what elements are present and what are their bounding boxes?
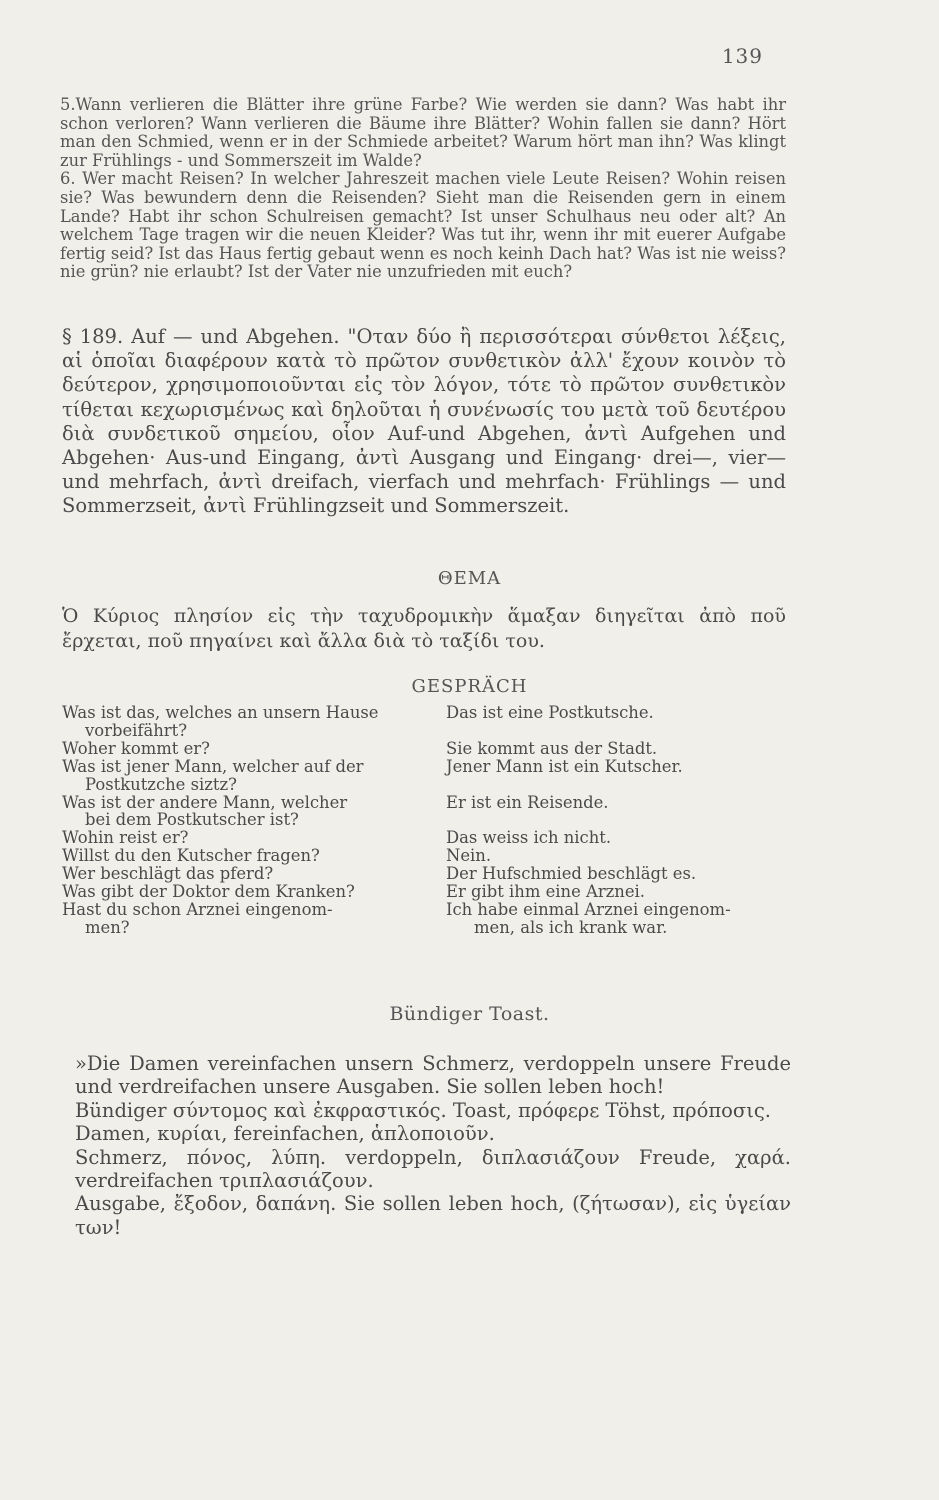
answer-line: Nein.	[446, 846, 492, 866]
answer-line: men, als ich krank war.	[474, 917, 668, 937]
question-line: Hast du schon Arznei eingenom-	[62, 899, 333, 919]
question-line: Willst du den Kutscher fragen?	[62, 846, 320, 866]
answer-line: Der Hufschmied beschlägt es.	[446, 864, 697, 884]
toast-vocab-line: Schmerz, πόνος, λύπη. verdoppeln, διπλασιάζουν Freude, χαρά. verdreifachen τριπλασιάζουν.	[75, 1145, 791, 1193]
toast-vocab-line: Damen, κυρίαι, fereinfachen, ἁπλοποιοῦν.	[75, 1122, 495, 1146]
exercise-5: 5.Wann verlieren die Blätter ihre grüne Farbe? Wie werden sie dann? Was habt ihr schon verloren? Wann verlieren die Bäume ihre Blätter? Wohin fallen sie dann? Hört man den Schmied, wenn er in der Schmiede arbeitet? Warum hört man ihn? Was klingt zur Frühlings - und Sommerszeit im Walde?	[60, 95, 786, 170]
dialog-questions	[62, 704, 392, 937]
toast-body	[75, 1052, 791, 1239]
answer-line: Ich habe einmal Arznei eingenom-	[446, 899, 731, 919]
answer-line	[446, 722, 791, 740]
theme-heading: ΘΕΜΑ	[437, 568, 502, 589]
question-line: Woher kommt er?	[62, 738, 210, 758]
question-line: Was ist jener Mann, welcher auf der	[62, 756, 364, 776]
question-line: men?	[85, 917, 130, 937]
answer-line: Sie kommt aus der Stadt.	[446, 738, 658, 758]
question-line: Wohin reist er?	[62, 828, 189, 848]
question-line: Was gibt der Doktor dem Kranken?	[62, 882, 355, 902]
toast-quote: »Die Damen vereinfachen unsern Schmerz, verdoppeln unsere Freude und verdreifachen unsere Ausgaben. Sie sollen leben hoch!	[75, 1052, 791, 1099]
exercise-questions	[60, 96, 786, 282]
question-line: vorbeifährt?	[85, 720, 188, 740]
answer-line	[446, 811, 791, 829]
question-line: bei dem Postkutscher ist?	[85, 810, 299, 830]
gesprach-heading: GESPRÄCH	[411, 676, 528, 697]
answer-line: Das weiss ich nicht.	[446, 828, 612, 848]
answer-line	[446, 776, 791, 794]
page-number: 139	[721, 44, 763, 68]
theme-text: Ὁ Κύριος πλησίον εἰς τὴν ταχυδρομικὴν ἅμαξαν διηγεῖται ἀπὸ ποῦ ἔρχεται, ποῦ πηγαίνει καὶ ἄλλα διὰ τὸ ταξίδι του.	[62, 605, 786, 652]
answer-line: Das ist eine Postkutsche.	[446, 703, 654, 722]
dialog-answers	[446, 704, 791, 937]
answer-line: Er ist ein Reisende.	[446, 792, 609, 812]
question-line: Postkutzche siztz?	[85, 774, 237, 794]
toast-title: Bündiger Toast.	[389, 1003, 550, 1025]
answer-line: Er gibt ihm eine Arznei.	[446, 882, 646, 902]
question-line: Was ist das, welches an unsern Hause	[62, 703, 379, 722]
question-line: Wer beschlägt das pferd?	[62, 864, 274, 884]
exercise-6: 6. Wer macht Reisen? In welcher Jahreszeit machen viele Leute Reisen? Wohin reisen sie? Was bewundern denn die Reisenden? Sieht man die Reisenden gern in einem Lande? Habt ihr schon Schulreisen gemacht? Ist unser Schulhaus neu oder alt? An welchem Tage tragen wir die neuen Kleider? Was tut ihr, wenn ihr mit euerer Aufgabe fertig seid? Ist das Haus fertig gebaut wenn es noch keinh Dach hat? Was ist nie weiss? nie grün? nie erlaubt? Ist der Vater nie unzufrieden mit euch?	[60, 169, 786, 282]
section-189-text: § 189. Auf — und Abgehen. "Οταν δύο ἢ περισσότεραι σύνθετοι λέξεις, αἱ ὁποῖαι διαφέρουν κατὰ τὸ πρῶτον συνθετικὸν ἀλλ' ἔχουν κοινὸν τὸ δεύτερον, χρησιμοποιοῦνται εἰς τὸν λόγον, τότε τὸ πρῶτον συνθετικὸν τίθεται κεχωρισμένως καὶ δηλοῦται ἡ συνένωσίς του μετὰ τοῦ δευτέρου διὰ συνδετικοῦ σημείου, οἷον Auf-und Abgehen, ἀντὶ Aufgehen und Abgehen· Aus-und Eingang, ἀντὶ Ausgang und Eingang· drei—, vier—und mehrfach, ἀντὶ dreifach, vierfach und mehrfach· Frühlings — und Sommerzseit, ἀντὶ Frühlingzseit und Sommerszeit.	[62, 325, 786, 518]
toast-vocab-line: Ausgabe, ἔξοδον, δαπάνη. Sie sollen leben hoch, (ζήτωσαν), εἰς ὑγείαν των!	[75, 1192, 791, 1239]
question-line: Was ist der andere Mann, welcher	[62, 792, 348, 812]
answer-line: Jener Mann ist ein Kutscher.	[446, 756, 683, 776]
toast-vocab-line: Bündiger σύντομος καὶ ἐκφραστικός. Toast, πρόφερε Töhst, πρόποσις.	[75, 1098, 772, 1122]
